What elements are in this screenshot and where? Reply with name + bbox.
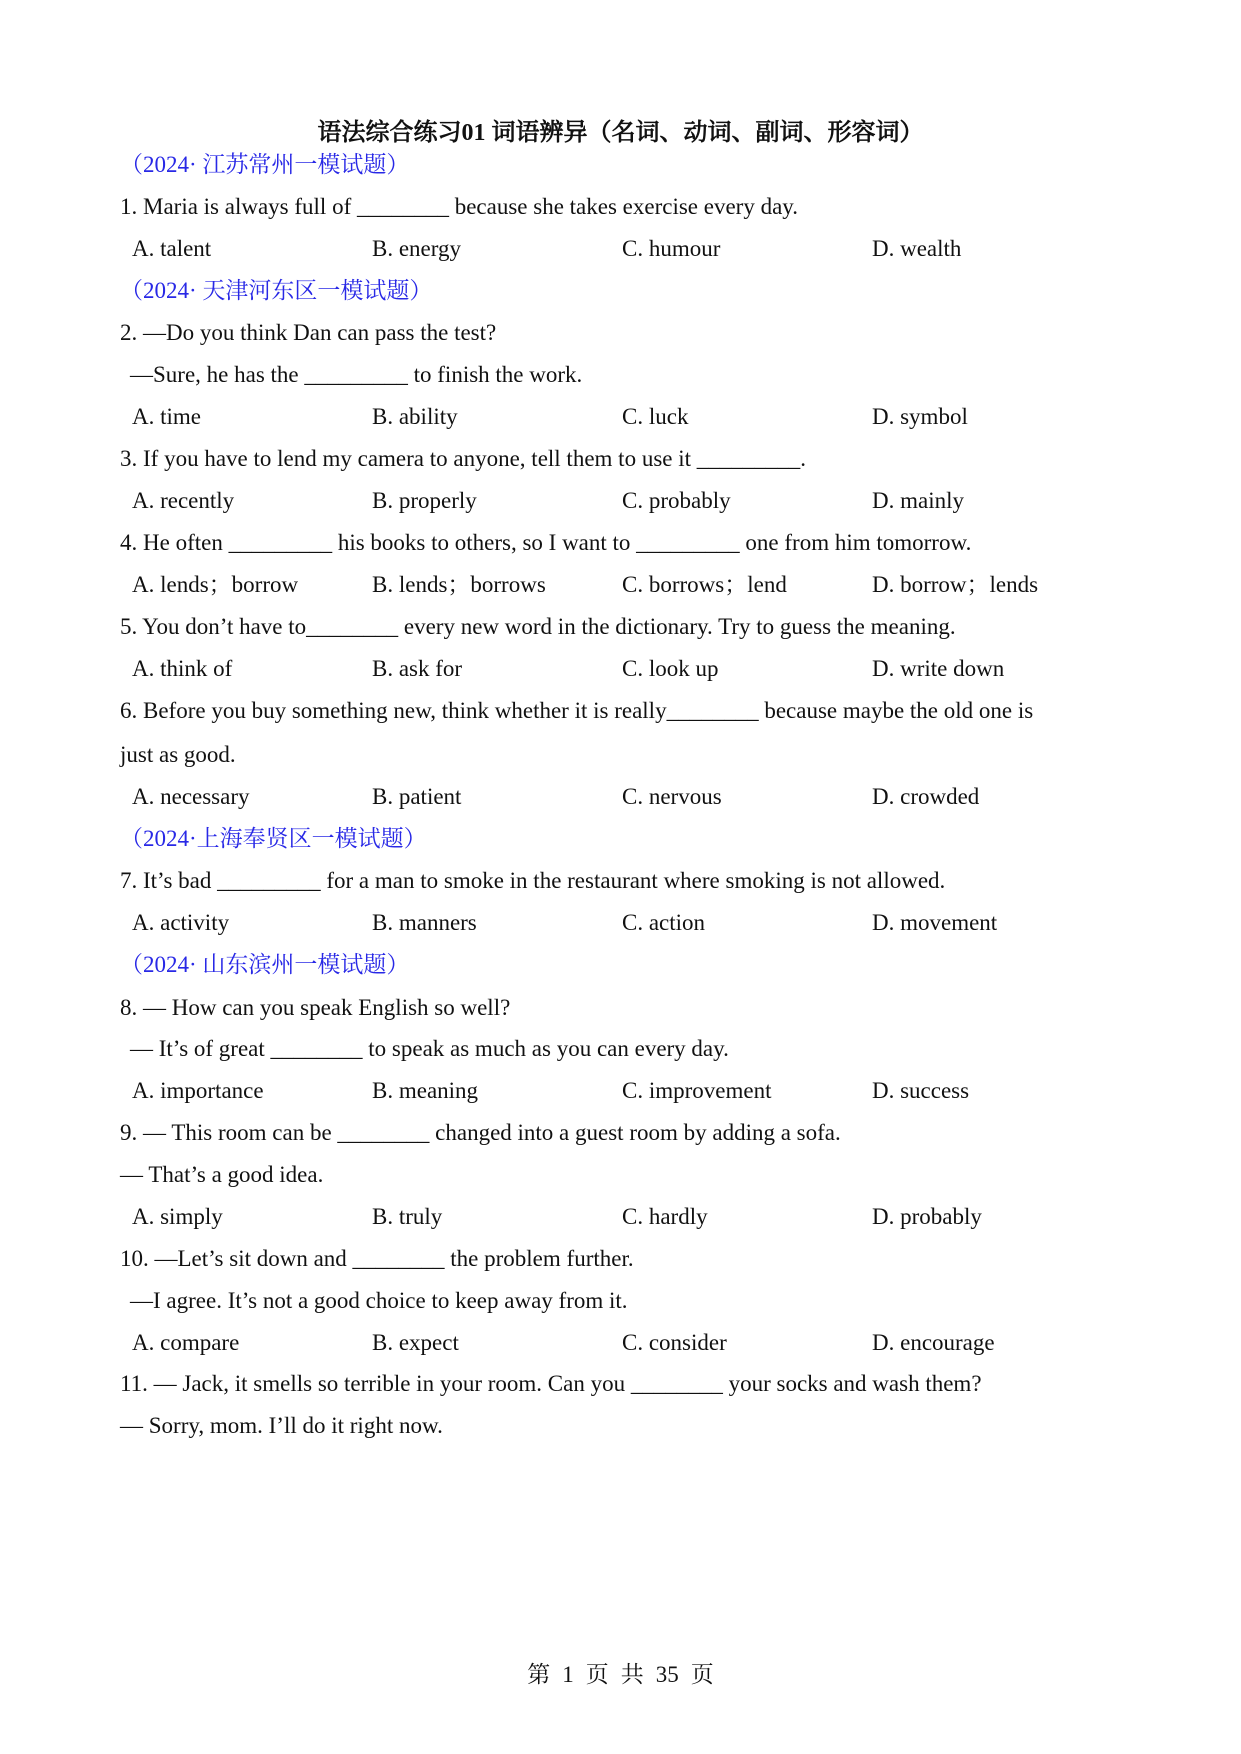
option-b: B. properly xyxy=(372,488,477,513)
option-b: B. expect xyxy=(372,1330,459,1355)
source-label: （2024·上海奉贤区一模试题） xyxy=(120,826,427,851)
question-6-stem: 6. Before you buy something new, think whether it is really________ because maybe the old one is xyxy=(120,698,1034,723)
option-d: D. probably xyxy=(872,1204,982,1229)
option-a: A. talent xyxy=(132,236,212,261)
option-c: C. improvement xyxy=(622,1078,772,1103)
question-9-stem-reply: — That’s a good idea. xyxy=(120,1162,324,1187)
current-page-number: 1 xyxy=(562,1662,574,1687)
option-c: C. hardly xyxy=(622,1204,708,1229)
page-title: 语法综合练习01 词语辨异（名词、动词、副词、形容词） xyxy=(317,120,924,146)
option-d: D. write down xyxy=(872,656,1005,681)
option-b: B. meaning xyxy=(372,1078,479,1103)
option-d: D. success xyxy=(872,1078,970,1103)
option-c: C. action xyxy=(622,910,706,935)
option-a: A. importance xyxy=(132,1078,264,1103)
question-4-stem: 4. He often _________ his books to others, so I want to _________ one from him tomorrow. xyxy=(120,530,972,555)
question-11-stem-reply: — Sorry, mom. I’ll do it right now. xyxy=(120,1413,443,1438)
option-a: A. necessary xyxy=(132,784,250,809)
question-8-stem-reply: — It’s of great ________ to speak as much as you can every day. xyxy=(130,1036,729,1061)
option-a: A. time xyxy=(132,404,201,429)
option-a: A. activity xyxy=(132,910,230,935)
total-page-count: 35 xyxy=(655,1662,679,1687)
option-a: A. recently xyxy=(132,488,235,513)
question-2-stem: 2. —Do you think Dan can pass the test? xyxy=(120,320,497,345)
option-d: D. borrow；lends xyxy=(872,572,1039,597)
option-b: B. energy xyxy=(372,236,462,261)
option-d: D. symbol xyxy=(872,404,968,429)
option-d: D. encourage xyxy=(872,1330,995,1355)
option-c: C. humour xyxy=(622,236,721,261)
source-label: （2024· 山东滨州一模试题） xyxy=(120,952,410,977)
question-3-stem: 3. If you have to lend my camera to anyone, tell them to use it _________. xyxy=(120,446,807,471)
question-10-stem: 10. —Let’s sit down and ________ the problem further. xyxy=(120,1246,634,1271)
source-label: （2024· 天津河东区一模试题） xyxy=(120,278,433,303)
question-11-stem: 11. — Jack, it smells so terrible in your room. Can you ________ your socks and wash them? xyxy=(120,1371,982,1396)
page-footer xyxy=(0,1660,1241,1690)
option-a: A. lends；borrow xyxy=(132,572,299,597)
question-7-stem: 7. It’s bad _________ for a man to smoke in the restaurant where smoking is not allowed. xyxy=(120,868,946,893)
footer-word: 页 xyxy=(585,1662,609,1687)
option-d: D. mainly xyxy=(872,488,964,513)
question-2-stem-reply: —Sure, he has the _________ to finish the work. xyxy=(130,362,583,387)
footer-word: 页 xyxy=(690,1662,714,1687)
option-b: B. lends；borrows xyxy=(372,572,546,597)
question-1-stem: 1. Maria is always full of ________ because she takes exercise every day. xyxy=(120,194,799,219)
option-a: A. simply xyxy=(132,1204,223,1229)
option-c: C. consider xyxy=(622,1330,727,1355)
option-d: D. movement xyxy=(872,910,998,935)
option-b: B. patient xyxy=(372,784,462,809)
option-c: C. luck xyxy=(622,404,689,429)
question-5-stem: 5. You don’t have to________ every new word in the dictionary. Try to guess the meaning. xyxy=(120,614,956,639)
option-d: D. crowded xyxy=(872,784,980,809)
question-9-stem: 9. — This room can be ________ changed into a guest room by adding a sofa. xyxy=(120,1120,841,1145)
question-8-stem: 8. — How can you speak English so well? xyxy=(120,995,511,1020)
option-b: B. truly xyxy=(372,1204,443,1229)
footer-word: 第 xyxy=(527,1662,551,1687)
question-10-stem-reply: —I agree. It’s not a good choice to keep away from it. xyxy=(130,1288,628,1313)
option-b: B. manners xyxy=(372,910,477,935)
option-c: C. probably xyxy=(622,488,731,513)
option-b: B. ability xyxy=(372,404,458,429)
option-d: D. wealth xyxy=(872,236,962,261)
source-label: （2024· 江苏常州一模试题） xyxy=(120,152,410,177)
option-a: A. think of xyxy=(132,656,233,681)
footer-word: 共 xyxy=(620,1662,644,1687)
question-6-stem-continued: just as good. xyxy=(120,742,236,767)
option-a: A. compare xyxy=(132,1330,240,1355)
option-c: C. look up xyxy=(622,656,719,681)
option-b: B. ask for xyxy=(372,656,463,681)
option-c: C. borrows；lend xyxy=(622,572,787,597)
option-c: C. nervous xyxy=(622,784,722,809)
